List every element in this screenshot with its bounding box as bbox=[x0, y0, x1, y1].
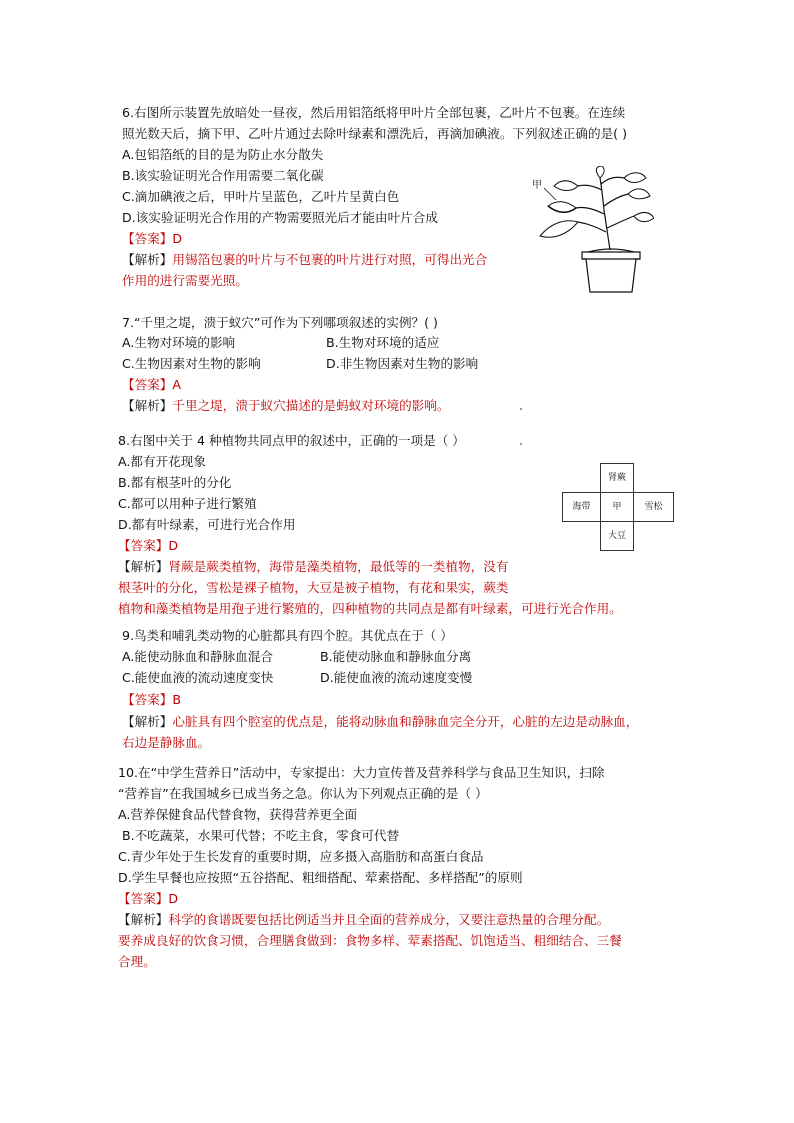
q7-option-c: C.生物因素对生物的影响 bbox=[122, 356, 261, 371]
answer-label: 【答案】 bbox=[118, 538, 169, 553]
q10-stem-line2: “营养盲”在我国城乡已成当务之急。你认为下列观点正确的是（ ） bbox=[118, 786, 488, 801]
q9-option-a: A.能使动脉血和静脉血混合 bbox=[122, 649, 273, 664]
cell-jia: 甲 bbox=[600, 492, 634, 522]
q6-answer bbox=[122, 230, 182, 248]
q7-analysis-line1 bbox=[122, 397, 449, 415]
answer-value: A bbox=[172, 377, 181, 392]
q9-answer bbox=[122, 691, 181, 709]
q7-option-b: B.生物对环境的适应 bbox=[326, 335, 440, 350]
q8-analysis-line1 bbox=[118, 558, 508, 576]
q8-analysis-line3: 植物和藻类植物是用孢子进行繁殖的，四种植物的共同点是都有叶绿素，可进行光合作用。 bbox=[118, 601, 622, 616]
stray-dot bbox=[520, 408, 522, 410]
answer-label: 【答案】 bbox=[122, 692, 173, 707]
q10-stem-line1: 10.在“中学生营养日”活动中，专家提出：大力宣传普及营养科学与食品卫生知识，扫除 bbox=[118, 765, 605, 780]
q10-option-d: D.学生早餐也应按照“五谷搭配、粗细搭配、荤素搭配、多样搭配”的原则 bbox=[118, 870, 523, 885]
q9-option-c: C.能使血液的流动速度变快 bbox=[122, 670, 274, 685]
q9-option-b: B.能使动脉血和静脉血分离 bbox=[320, 649, 472, 664]
q10-answer bbox=[118, 890, 178, 908]
answer-label: 【答案】 bbox=[118, 891, 169, 906]
analysis-text: 用锡箔包裹的叶片与不包裹的叶片进行对照，可得出光合 bbox=[172, 252, 488, 267]
analysis-label: 【解析】 bbox=[122, 252, 173, 267]
cell-xuesong: 雪松 bbox=[633, 492, 674, 522]
q10-option-a: A.营养保健食品代替食物，获得营养更全面 bbox=[118, 807, 358, 822]
q8-analysis-line2: 根茎叶的分化，雪松是裸子植物，大豆是被子植物，有花和果实，蕨类 bbox=[118, 580, 509, 595]
cell-haidai: 海带 bbox=[562, 492, 601, 522]
q10-analysis-line2: 要养成良好的饮食习惯，合理膳食做到：食物多样、荤素搭配、饥饱适当、粗细结合、三餐 bbox=[118, 933, 622, 948]
stray-dot bbox=[520, 443, 522, 445]
figure-label-jia: 甲 bbox=[532, 180, 542, 191]
q8-option-c: C.都可以用种子进行繁殖 bbox=[118, 496, 257, 511]
answer-value: B bbox=[172, 692, 182, 707]
analysis-label: 【解析】 bbox=[122, 398, 173, 413]
q7-option-d: D.非生物因素对生物的影响 bbox=[326, 356, 479, 371]
q6-analysis-line2: 作用的进行需要光照。 bbox=[122, 273, 248, 288]
q6-option-a: A.包铝箔纸的目的是为防止水分散失 bbox=[122, 147, 324, 162]
cell-shenjue: 肾蕨 bbox=[600, 463, 634, 493]
q9-option-d: D.能使血液的流动速度变慢 bbox=[320, 670, 473, 685]
analysis-text: 心脏具有四个腔室的优点是，能将动脉血和静脉血完全分开，心脏的左边是动脉血， bbox=[172, 714, 639, 729]
q6-analysis-line1 bbox=[122, 251, 487, 269]
q8-option-d: D.都有叶绿素，可进行光合作用 bbox=[118, 517, 296, 532]
plant-cross-diagram bbox=[562, 463, 674, 551]
q8-stem: 8.右图中关于 4 种植物共同点甲的叙述中，正确的一项是（ ） bbox=[118, 433, 465, 448]
q9-analysis-line1 bbox=[122, 713, 638, 731]
analysis-text: 千里之堤，溃于蚁穴描述的是蚂蚁对环境的影响。 bbox=[172, 398, 450, 413]
analysis-label: 【解析】 bbox=[122, 714, 173, 729]
q8-answer bbox=[118, 537, 178, 555]
q9-analysis-line2: 右边是静脉血。 bbox=[122, 735, 211, 750]
analysis-text: 科学的食谱既要包括比例适当并且全面的营养成分，又要注意热量的合理分配。 bbox=[168, 912, 610, 927]
q10-analysis-line3: 合理。 bbox=[118, 954, 156, 969]
analysis-label: 【解析】 bbox=[118, 912, 169, 927]
q10-option-c: C.青少年处于生长发育的重要时期，应多摄入高脂肪和高蛋白食品 bbox=[118, 849, 484, 864]
q6-option-b: B.该实验证明光合作用需要二氧化碳 bbox=[122, 168, 324, 183]
q7-answer bbox=[122, 376, 181, 394]
q6-stem-line1: 6.右图所示装置先放暗处一昼夜，然后用铝箔纸将甲叶片全部包裹，乙叶片不包裹。在连续 bbox=[122, 105, 626, 120]
q10-option-b: B.不吃蔬菜，水果可代替；不吃主食，零食可代替 bbox=[118, 828, 400, 843]
potted-plant-figure bbox=[528, 166, 654, 298]
q10-analysis-line1 bbox=[118, 911, 609, 929]
q6-option-c: C.滴加碘液之后，甲叶片呈蓝色，乙叶片呈黄白色 bbox=[122, 189, 400, 204]
analysis-text: 肾蕨是蕨类植物，海带是藻类植物，最低等的一类植物，没有 bbox=[168, 559, 509, 574]
q8-option-a: A.都有开花现象 bbox=[118, 454, 206, 469]
q8-option-b: B.都有根茎叶的分化 bbox=[118, 475, 232, 490]
answer-label: 【答案】 bbox=[122, 231, 173, 246]
q6-option-d: D.该实验证明光合作用的产物需要照光后才能由叶片合成 bbox=[122, 210, 438, 225]
answer-value: D bbox=[168, 891, 179, 906]
q6-stem-line2: 照光数天后，摘下甲、乙叶片通过去除叶绿素和漂洗后，再滴加碘液。下列叙述正确的是( ) bbox=[122, 126, 627, 141]
answer-label: 【答案】 bbox=[122, 377, 173, 392]
q9-stem: 9.鸟类和哺乳类动物的心脏都具有四个腔。其优点在于（ ） bbox=[122, 628, 453, 643]
answer-value: D bbox=[172, 231, 183, 246]
analysis-label: 【解析】 bbox=[118, 559, 169, 574]
cell-dadou: 大豆 bbox=[600, 521, 634, 551]
answer-value: D bbox=[168, 538, 179, 553]
q7-option-a: A.生物对环境的影响 bbox=[122, 335, 236, 350]
q7-stem: 7.“千里之堤，溃于蚁穴”可作为下列哪项叙述的实例？( ) bbox=[122, 315, 438, 330]
